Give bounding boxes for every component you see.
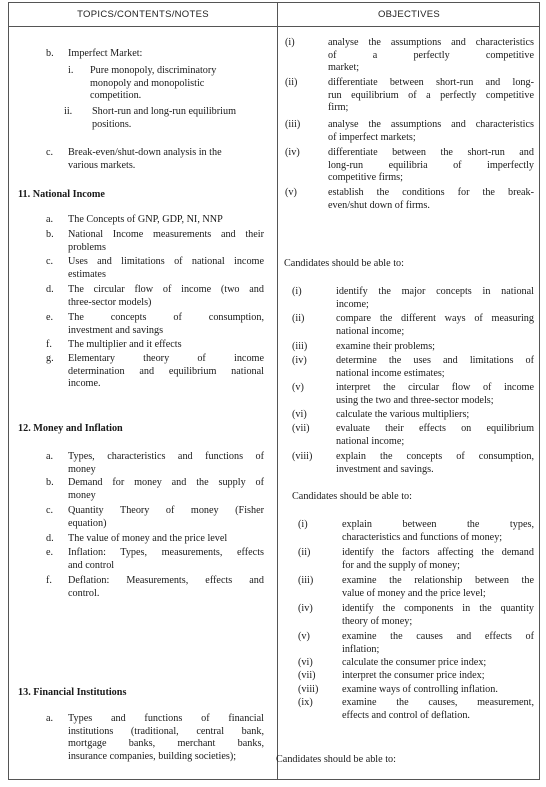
objective-text: establish the conditions for the break- [328,187,534,198]
candidates-intro: Candidates should be able to: [292,491,412,502]
objective-text: identify the factors affecting the demand [342,547,534,558]
section-heading: 11. National Income [18,189,105,200]
subitem-text: Pure monopoly, discriminatory [90,65,217,76]
header-topics: TOPICS/CONTENTS/NOTES [77,9,209,20]
objective-text: examine the causes and effects of [342,631,534,642]
candidates-intro: Candidates should be able to: [276,754,396,765]
item-text: income. [68,378,101,389]
item-text: control. [68,587,100,599]
item-text: Inflation: Types, measurements, effects [68,547,264,558]
objective-number: (vi) [298,657,313,668]
objective-number: (viii) [292,451,313,462]
objective-text: identify the components in the quantity [342,603,534,614]
objective-text: calculate the various multipliers; [336,409,470,420]
item-text: The concepts of consumption, [68,312,264,323]
objective-text: of a perfectly competitive [328,49,534,61]
item-text: money [68,463,96,475]
item-text: determination and equilibrium national [68,365,264,377]
item-label: b. [46,229,54,240]
objective-text: national income; [336,435,405,447]
objective-text: value of money and the price level; [342,587,486,599]
objective-number: (v) [285,187,297,198]
item-text: The Concepts of GNP, GDP, NI, NNP [68,214,223,225]
item-text: The circular flow of income (two and [68,284,264,295]
item-text: Quantity Theory of money (Fisher [68,505,264,516]
objective-text: identify the major concepts in national [336,286,534,297]
objective-number: (ix) [298,697,313,708]
item-text: and control [68,559,115,571]
objective-number: (i) [285,37,295,48]
objective-number: (i) [298,519,308,530]
objective-number: (i) [292,286,302,297]
item-label: c. [46,147,54,158]
objective-text: inflation; [342,643,380,655]
objective-text: analyse the assumptions and characteristics [328,37,534,48]
header-objectives: OBJECTIVES [377,9,441,20]
objective-text: characteristics and functions of money; [342,531,503,543]
item-text: The value of money and the price level [68,533,228,544]
subitem-text: monopoly and monopolistic [90,77,205,89]
objective-text: determine the uses and limitations of [336,355,534,366]
item-text: Break-even/shut-down analysis in the [68,147,222,158]
subitem-label: ii. [64,106,73,117]
objective-text: income; [336,298,369,310]
objective-text: national income; [336,325,405,337]
item-text: problems [68,241,106,253]
objective-number: (iv) [292,355,307,366]
item-text: investment and savings [68,324,164,336]
objective-number: (iii) [285,119,301,130]
objective-text: calculate the consumer price index; [342,657,487,668]
objective-text: run equilibrium of a perfectly competitive [328,89,534,101]
item-text: Imperfect Market: [68,48,143,59]
header-divider [9,26,539,27]
objective-number: (vii) [292,423,310,434]
section-heading: 12. Money and Inflation [18,423,123,434]
objective-text: evaluate their effects on equilibrium [336,423,534,434]
item-text: three-sector models) [68,296,152,308]
item-label: d. [46,284,54,295]
objective-text: investment and savings. [336,463,434,475]
objective-text: analyse the assumptions and characteristics [328,119,534,130]
item-label: c. [46,505,54,516]
objective-number: (v) [298,631,310,642]
subitem-text: positions. [92,118,132,130]
objective-text: even/shut down of firms. [328,199,430,211]
objective-text: explain the concepts of consumption, [336,451,534,462]
objective-number: (ii) [285,77,298,88]
objective-text: using the two and three-sector models; [336,394,494,406]
section-heading: 13. Financial Institutions [18,687,127,698]
objective-number: (vi) [292,409,307,420]
objective-number: (vii) [298,670,316,681]
item-label: a. [46,214,54,225]
objective-number: (iii) [292,341,308,352]
objective-text: for and the supply of money; [342,559,460,571]
objective-text: firm; [328,102,349,113]
item-text: equation) [68,517,107,529]
objective-text: explain between the types, [342,519,534,530]
item-text: National Income measurements and their [68,229,264,240]
objective-number: (iv) [285,147,300,158]
item-text: various markets. [68,159,136,171]
objective-text: national income estimates; [336,367,445,379]
objective-text: interpret the consumer price index; [342,670,485,681]
objective-number: (viii) [298,684,319,695]
objective-number: (ii) [292,313,305,324]
item-label: f. [46,575,52,586]
item-label: e. [46,547,54,558]
item-text: Types, characteristics and functions of [68,451,264,462]
objective-text: competitive firms; [328,172,403,183]
item-label: b. [46,48,54,59]
item-text: Deflation: Measurements, effects and [68,575,264,586]
objective-text: differentiate between short-run and long- [328,77,534,88]
subitem-label: i. [68,65,74,76]
item-label: c. [46,256,54,267]
objective-text: effects and control of deflation. [342,709,470,721]
item-label: d. [46,533,54,544]
objective-text: examine the relationship between the [342,575,534,586]
objective-text: interpret the circular flow of income [336,382,534,393]
objective-number: (v) [292,382,304,393]
item-text: institutions (traditional, central bank, [68,725,264,737]
objective-text: long-run equilibria of imperfectly [328,159,534,171]
item-label: a. [46,451,54,462]
item-label: b. [46,477,54,488]
item-text: The multiplier and it effects [68,339,182,350]
candidates-intro: Candidates should be able to: [284,258,404,269]
item-label: f. [46,339,52,350]
objective-text: of imperfect markets; [328,131,416,143]
subitem-text: competition. [90,90,142,101]
item-text: Demand for money and the supply of [68,477,264,488]
column-divider [277,3,278,779]
objective-text: theory of money; [342,615,413,627]
item-label: g. [46,353,54,364]
objective-number: (ii) [298,547,311,558]
objective-text: market; [328,62,360,73]
item-text: Types and functions of financial [68,713,264,724]
objective-number: (iv) [298,603,313,614]
objective-text: compare the different ways of measuring [336,313,534,324]
objective-number: (iii) [298,575,314,586]
item-label: e. [46,312,54,323]
objective-text: examine their problems; [336,341,436,352]
item-text: Uses and limitations of national income [68,256,264,267]
item-text: estimates [68,268,106,280]
objective-text: examine ways of controlling inflation. [342,684,498,695]
objective-text: differentiate between the short-run and [328,147,534,158]
item-label: a. [46,713,54,724]
item-text: insurance companies, building societies); [68,750,237,762]
item-text: mortgage banks, merchant banks, [68,738,264,749]
item-text: money [68,489,96,501]
item-text: Elementary theory of income [68,353,264,364]
subitem-text: Short-run and long-run equilibrium [92,106,237,117]
objective-text: examine the causes, measurement, [342,697,534,708]
